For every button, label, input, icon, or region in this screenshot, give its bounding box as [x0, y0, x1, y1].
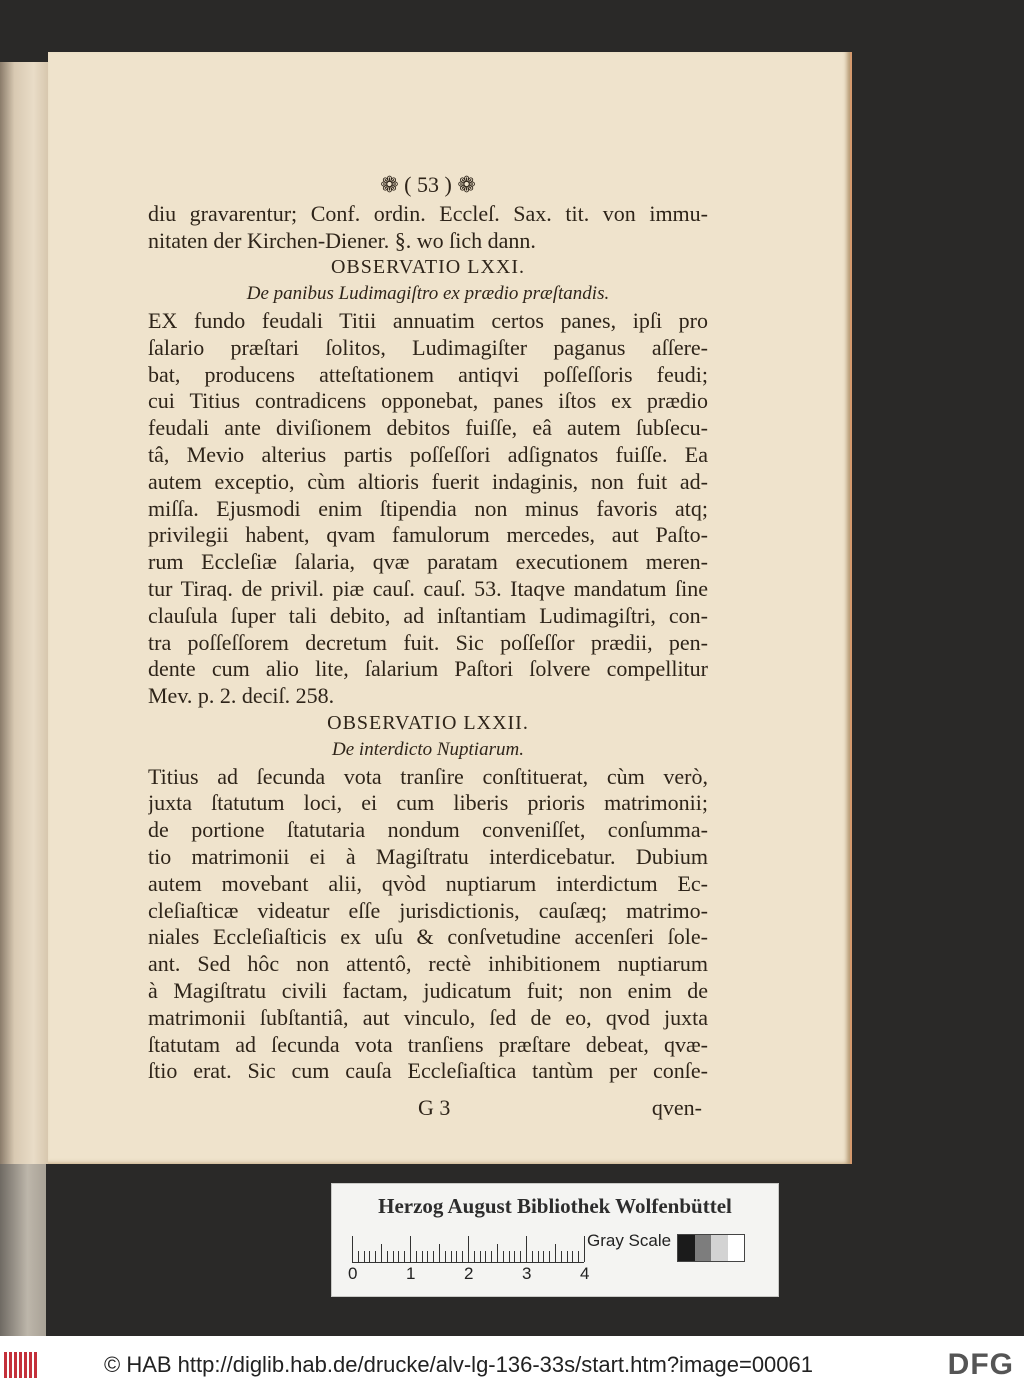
ruler-tick [398, 1251, 399, 1262]
observation-71-subheading: De panibus Ludimagiſtro ex prædio præſtandis. [246, 283, 610, 305]
ruler-tick [468, 1236, 469, 1262]
text-line: à Magiſtratu civili factam, judicatum fuit; non enim de [148, 977, 708, 1003]
ruler-number: 0 [348, 1264, 358, 1283]
ruler-tick [439, 1244, 440, 1262]
text-line: rum Eccleſiæ ſalaria, qvæ paratam executionem meren- [148, 549, 708, 575]
viewer-footer-bar [0, 1336, 1024, 1394]
text-line: juxta ſtatutum loci, ei cum liberis prioris matrimonii; [148, 790, 708, 816]
observation-72-subheading: De interdicto Nuptiarum. [332, 738, 524, 760]
adjacent-page-edge [0, 62, 48, 1164]
text-line: feudali ante diviſionem debitos fuiſſe, eâ autem ſubſecu- [148, 415, 708, 441]
ruler-tick [514, 1251, 515, 1262]
ruler-tick [427, 1251, 428, 1262]
ruler-tick [404, 1251, 405, 1262]
gray-swatch [728, 1235, 745, 1261]
ruler-tick [532, 1251, 533, 1262]
text-line: clauſula ſuper tali debito, ad inſtantiam Ludimagiſtri, con- [148, 602, 708, 628]
gray-swatch [678, 1235, 695, 1261]
text-line: bat, producens atteſtationem antiqvi poſſeſſoris feudi; [148, 361, 708, 387]
page-footer [148, 1095, 708, 1125]
ruler-tick [561, 1251, 562, 1262]
ruler-tick [491, 1251, 492, 1262]
text-line: cleſiaſticæ videatur eſſe jurisdictionis, cauſæq; matrimo- [148, 897, 708, 923]
observation-72-body [148, 764, 708, 1086]
observation-71-heading: OBSERVATIO LXXI. [330, 256, 526, 279]
ruler-tick [584, 1236, 585, 1262]
text-line: nitaten der Kirchen-Diener. §. wo ſich dann. [148, 227, 536, 253]
text-line: dente cum alio lite, ſalarium Paſtori ſolvere compellitur [148, 656, 708, 682]
ruler-tick [410, 1236, 411, 1262]
text-line: EX fundo feudali Titii annuatim certos panes, ipſi pro [148, 307, 708, 333]
ruler-tick [364, 1251, 365, 1262]
continued-text [148, 201, 708, 255]
ruler-number: 4 [580, 1264, 590, 1283]
ruler-tick [369, 1251, 370, 1262]
ruler-tick [503, 1251, 504, 1262]
ruler-tick [422, 1251, 423, 1262]
ruler-tick [375, 1251, 376, 1262]
ruler-tick [381, 1244, 382, 1262]
gray-scale-swatches [677, 1234, 745, 1262]
text-line: autem movebant alii, qvòd nuptiarum interdictum Ec- [148, 870, 708, 896]
text-line: autem exceptio, cùm altioris fuerit indaginis, non fuit ad- [148, 468, 708, 494]
ruler-tick [485, 1251, 486, 1262]
document-page [48, 52, 852, 1164]
ruler-tick [474, 1251, 475, 1262]
ruler-tick [451, 1251, 452, 1262]
ruler-tick [387, 1251, 388, 1262]
text-line: matrimonii ſubſtantiâ, aut vinculo, ſed de eo, qvod juxta [148, 1004, 708, 1030]
ruler-tick [538, 1251, 539, 1262]
text-line: ant. Sed hôc non attentô, rectè inhibitionem nuptiarum [148, 951, 708, 977]
text-line: ſtatutam ad ſecunda vota tranſiens præſtare debeat, qvæ- [148, 1031, 708, 1057]
ruler-tick [358, 1251, 359, 1262]
dfg-logo: DFG [947, 1348, 1014, 1381]
scale-ruler [352, 1234, 584, 1263]
ruler-tick [393, 1251, 394, 1262]
page-text [148, 172, 708, 1125]
ruler-tick [578, 1251, 579, 1262]
ruler-tick [526, 1236, 527, 1262]
text-line: niales Eccleſiaſticis ex uſu & conſvetudine accenſeri ſole- [148, 924, 708, 950]
page-header: ❁ ( 53 ) ❁ [380, 172, 476, 197]
gray-scale-label: Gray Scale [587, 1231, 672, 1250]
ruler-tick [555, 1244, 556, 1262]
text-line: diu gravarentur; Conf. ordin. Eccleſ. Sax. tit. von immu- [148, 200, 708, 226]
text-line: cui Titius contradicens opponebat, panes iſtos ex prædio [148, 388, 708, 414]
text-line: tâ, Mevio alterius partis poſſeſſori adſignatos fuiſſe. Ea [148, 441, 708, 467]
text-line: Titius ad ſecunda vota tranſire conſtituerat, cùm verò, [148, 763, 708, 789]
text-line: miſſa. Ejusmodi enim ſtipendia non minus favoris atq; [148, 495, 708, 521]
book-cover-edge [0, 1164, 46, 1336]
ruler-tick [497, 1244, 498, 1262]
ruler-tick [433, 1251, 434, 1262]
gray-swatch [695, 1235, 712, 1261]
text-line: tra poſſeſſorem decretum fuit. Sic poſſeſſor prædii, pen- [148, 629, 708, 655]
text-line: ſalario præſtari ſolitos, Ludimagiſter paganus aſſere- [148, 334, 708, 360]
ruler-tick [480, 1251, 481, 1262]
gray-swatch [711, 1235, 728, 1261]
observation-71-body [148, 308, 708, 710]
text-line: de portione ſtatutaria nondum conveniſſet, conſumma- [148, 817, 708, 843]
hab-logo-icon [4, 1345, 50, 1385]
ruler-tick [543, 1251, 544, 1262]
ruler-tick [416, 1251, 417, 1262]
text-line: tio matrimonii ei à Magiſtratu interdicebatur. Dubium [148, 843, 708, 869]
color-target-card [331, 1183, 779, 1297]
observation-72-heading: OBSERVATIO LXXII. [327, 711, 529, 734]
copyright-link[interactable]: © HAB http://diglib.hab.de/drucke/alv-lg-136-33s/start.htm?image=00061 [104, 1352, 813, 1377]
text-line: tur Tiraq. de privil. piæ cauſ. cauſ. 53. Itaqve mandatum ſine [148, 575, 708, 601]
ruler-tick [520, 1251, 521, 1262]
ruler-number: 3 [522, 1264, 532, 1283]
ruler-tick [445, 1251, 446, 1262]
ruler-tick [456, 1251, 457, 1262]
ruler-tick [509, 1251, 510, 1262]
ruler-tick [572, 1251, 573, 1262]
library-name: Herzog August Bibliothek Wolfenbüttel [378, 1194, 732, 1218]
text-line: Mev. p. 2. deciſ. 258. [148, 683, 335, 709]
ruler-number: 2 [464, 1264, 474, 1283]
catchword: qven- [651, 1095, 702, 1121]
signature-mark: G 3 [418, 1095, 451, 1121]
text-line: ſtio erat. Sic cum cauſa Eccleſiaſtica tantùm per conſe- [148, 1058, 708, 1084]
ruler-tick [567, 1251, 568, 1262]
ruler-tick [549, 1251, 550, 1262]
text-line: privilegii habent, qvam famulorum mercedes, aut Paſto- [148, 522, 708, 548]
ruler-tick [462, 1251, 463, 1262]
ruler-number: 1 [406, 1264, 416, 1283]
ruler-tick [352, 1236, 353, 1262]
